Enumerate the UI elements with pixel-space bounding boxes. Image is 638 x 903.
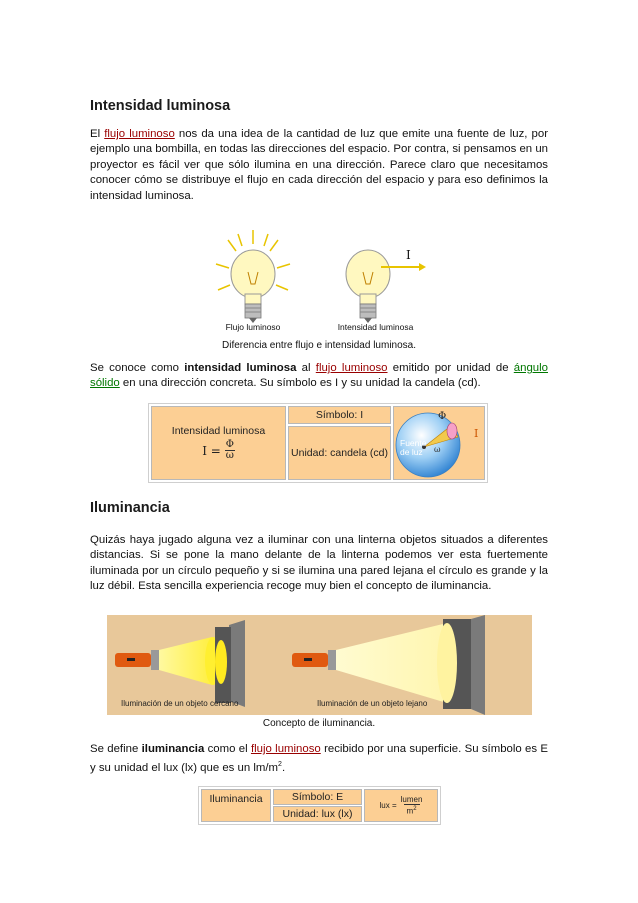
cell-iluminancia-simbolo: Símbolo: E: [273, 789, 362, 805]
cell-iluminancia-formula: [364, 789, 438, 822]
link-flujo-luminoso[interactable]: flujo luminoso: [104, 128, 175, 140]
formula-iluminancia: lux = lumen $m^2$: [379, 795, 423, 816]
paragraph-iluminancia-intro: Quizás haya jugado alguna vez a iluminar con una linterna objetos situados a diferentes distancias. Si se pone la mano delante de la linterna podemos ver esta fuertemente iluminada por un círculo pequeño y si se ilumina una pared lejana el círculo es grande y la luz débil. Esta sencilla experiencia recoge muy bien el concepto de iluminancia.: [90, 534, 548, 593]
section-title-intensidad: Intensidad luminosa: [90, 98, 231, 114]
formula-intensidad: I = $\frac{\Phi}{\omega}$: [202, 439, 234, 461]
figure-iluminancia: [107, 615, 532, 715]
figure-bulb-flujo: [208, 222, 298, 335]
paragraph-intensidad-definicion: Se conoce como intensidad luminosa al flujo luminoso emitido por unidad de ángulo sólido en una dirección concreta. Su símbolo es I y su unidad la candela (cd).: [90, 362, 548, 390]
label-intensidad-luminosa: Intensidad luminosa: [337, 322, 414, 332]
link-angulo-solido[interactable]: ángulo sólido: [90, 362, 548, 390]
cell-intensidad-diagrama: [393, 406, 485, 480]
label-flujo-luminoso: Flujo luminoso: [225, 322, 281, 332]
section-title-iluminancia: Iluminancia: [90, 500, 170, 516]
cell-intensidad-nombre: Intensidad luminosa I = $\frac{\Phi}{\omega}$: [151, 406, 286, 480]
caption-figure-1: Diferencia entre flujo e intensidad luminosa.: [222, 340, 416, 351]
diagram-I-label: I: [474, 427, 479, 440]
link-flujo-luminoso-2[interactable]: flujo luminoso: [315, 362, 388, 374]
paragraph-intensidad-intro: El flujo luminoso nos da una idea de la cantidad de luz que emite una fuente de luz, por ejemplo una bombilla, en todas las direcciones del espacio. Por contra, si pensamos en un proyector es fácil ver que sólo ilumina en una dirección. Parece claro que necesitamos conocer cómo se distribuye el flujo en cada dirección del espacio y para eso definimos la intensidad luminosa.: [90, 128, 548, 202]
diagram-phi-label: Φ: [438, 411, 447, 422]
cell-intensidad-unidad: Unidad: candela (cd): [288, 426, 391, 480]
figure-bulb-intensidad: [323, 222, 428, 335]
label-symbol-I: I: [406, 248, 411, 262]
cell-iluminancia-nombre: Iluminancia: [201, 789, 271, 822]
paragraph-iluminancia-definicion: Se define iluminancia como el flujo luminoso recibido por una superficie. Su símbolo es E y su unidad el lux (lx) que es un $lm/m^2$.: [90, 743, 548, 775]
cell-iluminancia-unidad: Unidad: lux (lx): [273, 806, 362, 822]
bulb-direction-icon: [323, 222, 428, 335]
cell-intensidad-simbolo: Símbolo: I: [288, 406, 391, 424]
diagram-omega-label: ω: [434, 445, 441, 454]
label-objeto-cercano: Iluminación de un objeto cercano: [121, 699, 239, 708]
caption-figure-2: Concepto de iluminancia.: [262, 718, 376, 729]
diagram-fuente-label: Fuente de luz: [400, 438, 427, 457]
bulb-rays-icon: [208, 222, 298, 335]
label-objeto-lejano: Iluminación de un objeto lejano: [317, 699, 428, 708]
link-flujo-luminoso-3[interactable]: flujo luminoso: [250, 743, 321, 755]
